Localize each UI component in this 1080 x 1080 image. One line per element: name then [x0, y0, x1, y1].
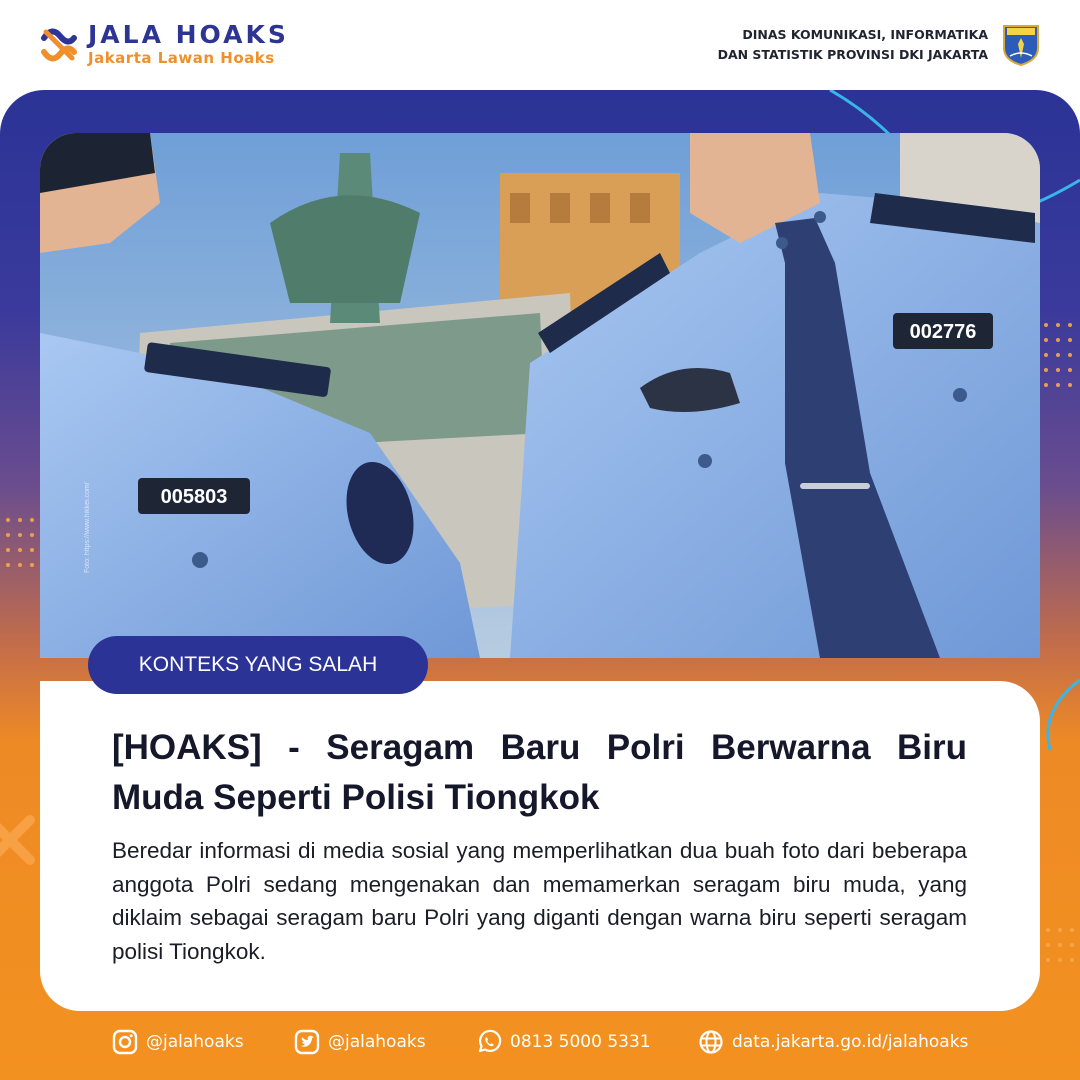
- agency-name: [718, 25, 988, 65]
- dki-jakarta-crest-icon: [1002, 22, 1040, 66]
- whatsapp-icon: [476, 1029, 502, 1055]
- website-link[interactable]: [698, 1022, 968, 1062]
- header: [0, 0, 1080, 88]
- photo-credit: Foto: https://www.hikkei.com/: [84, 482, 91, 573]
- website-url: data.jakarta.go.id/jalahoaks: [732, 1032, 969, 1052]
- whatsapp-link[interactable]: [476, 1022, 651, 1062]
- instagram-handle: @jalahoaks: [146, 1032, 244, 1052]
- agency-line-2: DAN STATISTIK PROVINSI DKI JAKARTA: [717, 47, 988, 62]
- brand-title: JALA HOAKS: [88, 20, 289, 49]
- badge-number-right: 002776: [909, 321, 977, 343]
- whatsapp-number: 0813 5000 5331: [510, 1032, 651, 1052]
- instagram-link[interactable]: [112, 1022, 244, 1062]
- police-uniform-illustration: [40, 133, 1040, 658]
- brand-subtitle: Jakarta Lawan Hoaks: [88, 49, 275, 67]
- jalahoaks-logo-icon: [38, 24, 80, 66]
- category-tag: KONTEKS YANG SALAH: [88, 636, 428, 694]
- instagram-icon: [112, 1029, 138, 1055]
- article-card: [40, 681, 1040, 1011]
- footer-socials: [0, 1022, 1080, 1062]
- twitter-icon: [294, 1029, 320, 1055]
- article-body: Beredar informasi di media sosial yang memperlihatkan dua buah foto dari beberapa anggota Polri sedang mengenakan dan memamerkan seragam biru muda, yang diklaim sebagai seragam baru Polri yang diganti dengan warna biru seperti seragam polisi Tiongkok.: [112, 838, 967, 964]
- twitter-link[interactable]: [294, 1022, 426, 1062]
- article-title: [HOAKS] - Seragam Baru Polri Berwarna Biru Muda Seperti Polisi Tiongkok: [112, 728, 967, 817]
- twitter-handle: @jalahoaks: [328, 1032, 426, 1052]
- agency-line-1: DINAS KOMUNIKASI, INFORMATIKA: [742, 27, 988, 42]
- badge-number-left: 005803: [160, 486, 228, 508]
- globe-icon: [698, 1029, 724, 1055]
- hoax-photo: [40, 133, 1040, 658]
